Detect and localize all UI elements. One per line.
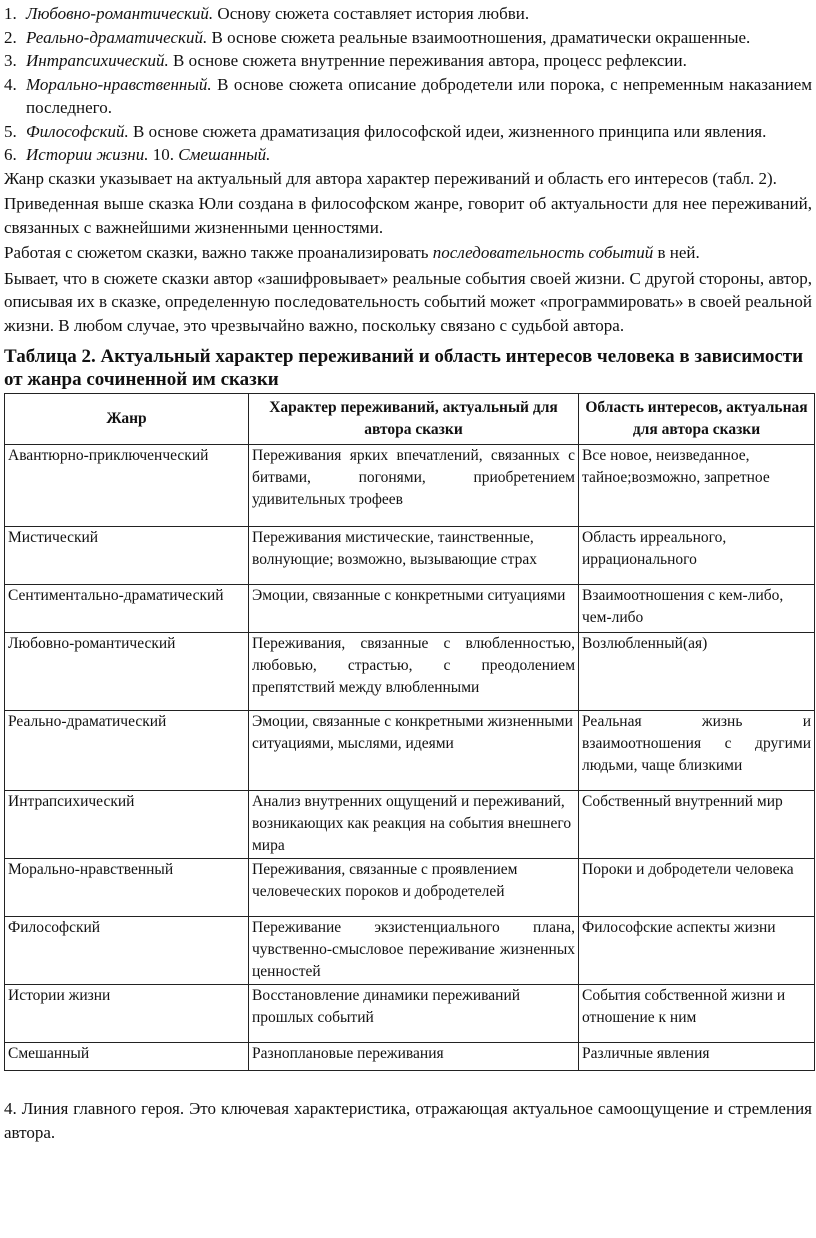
table-cell: Философский [5, 917, 249, 985]
table-cell: Эмоции, связанные с конкретными ситуациями [249, 585, 579, 633]
table-cell: Мистический [5, 527, 249, 585]
paragraph: Бывает, что в сюжете сказки автор «зашифровывает» реальные события своей жизни. С другой стороны, автор, описывая их в сказке, определенную последовательность событий может «программировать» в своей реальной жизни. В любом случае, это чрезвычайно важно, поскольку связано с судьбой автора. [4, 268, 812, 335]
list-number: 5. [4, 121, 17, 141]
table-cell: Эмоции, связанные с конкретными жизненными ситуациями, мыслями, идеями [249, 711, 579, 791]
list-number: 3. [4, 51, 17, 70]
paragraph [4, 241, 812, 265]
table-cell: Переживания мистические, таинственные, волнующие; возможно, вызывающие страх [249, 527, 579, 585]
list-number: 1. [4, 4, 17, 23]
table-cell: Философские аспекты жизни [579, 917, 815, 985]
genre-name: Любовно-романтический. [26, 4, 214, 23]
table-cell: Все новое, неизведанное, тайное;возможно, запретное [579, 445, 815, 527]
table-cell: Любовно-романтический [5, 633, 249, 711]
column-header: Область интересов, актуальная для автора сказки [579, 394, 815, 445]
list-item [4, 49, 812, 73]
table-cell: Истории жизни [5, 985, 249, 1043]
list-item [4, 26, 812, 50]
table-cell: Смешанный [5, 1043, 249, 1071]
genre-description: В основе сюжета описание добродетели или порока, с непременным наказанием последнего. [26, 74, 812, 117]
list-number: 6. [4, 145, 17, 164]
list-item [4, 73, 812, 120]
table-cell: Интрапсихический [5, 791, 249, 859]
footer-paragraph: 4. Линия главного героя. Это ключевая характеристика, отражающая актуальное самоощущение и стремления автора. [4, 1099, 812, 1142]
list-number: 4. [4, 74, 17, 94]
paragraph: Жанр сказки указывает на актуальный для автора характер переживаний и область его интересов (табл. 2). [4, 168, 777, 188]
table-cell: Авантюрно-приключенческий [5, 445, 249, 527]
table-cell: Возлюбленный(ая) [579, 633, 815, 711]
table-cell: Морально-нравственный [5, 859, 249, 917]
genre-list [4, 2, 812, 167]
list-item [4, 2, 812, 26]
genre-description: В основе сюжета реальные взаимоотношения, драматически окрашенные. [207, 27, 751, 47]
table-cell: Взаимоотношения с кем-либо, чем-либо [579, 585, 815, 633]
list-item [4, 120, 812, 144]
genre-name: Интрапсихический. [26, 51, 169, 70]
table-cell: Область ирреального, иррационального [579, 527, 815, 585]
genre-name: Философский. [26, 121, 129, 141]
list-item [4, 143, 812, 167]
emphasis-text: последовательность событий [432, 243, 654, 262]
table-cell: Переживания ярких впечатлений, связанных с битвами, погонями, приобретением удивительных трофеев [249, 445, 579, 527]
table-cell: Различные явления [579, 1043, 815, 1071]
column-header: Жанр [5, 394, 249, 445]
table-title: Таблица 2. Актуальный характер переживаний и область интересов человека в зависимости от жанра сочиненной им сказки [4, 346, 804, 390]
genre-name: Реально-драматический. [26, 27, 208, 47]
table-cell: Переживания, связанные с влюбленностью, любовью, страстью, с преодолением препятствий между влюбленными [249, 633, 579, 711]
table-row [5, 445, 815, 527]
genre-description: 10. [148, 145, 179, 164]
table-cell: Анализ внутренних ощущений и переживаний, возникающих как реакция на события внешнего мира [249, 791, 579, 859]
genre-description: Основу сюжета составляет история любви. [213, 4, 530, 23]
table-row [5, 859, 815, 917]
column-header: Характер переживаний, актуальный для автора сказки [249, 394, 579, 445]
table-row [5, 985, 815, 1043]
genre-table [4, 393, 815, 1071]
genre-name: Истории жизни. [26, 145, 149, 164]
table-row [5, 791, 815, 859]
genre-name: Смешанный. [178, 145, 271, 164]
genre-description: В основе сюжета внутренние переживания автора, процесс рефлексии. [168, 51, 687, 70]
table-row [5, 633, 815, 711]
genre-name: Морально-нравственный. [26, 74, 212, 94]
table-cell: Собственный внутренний мир [579, 791, 815, 859]
table-row [5, 917, 815, 985]
table-cell: Восстановление динамики переживаний прошлых событий [249, 985, 579, 1043]
table-header-row [5, 394, 815, 445]
paragraph-text: в ней. [653, 243, 700, 262]
table-row [5, 1043, 815, 1071]
table-cell: Реальная жизнь и взаимоотношения с другими людьми, чаще близкими [579, 711, 815, 791]
table-cell: Пороки и добродетели человека [579, 859, 815, 917]
table-cell: Реально-драматический [5, 711, 249, 791]
table-row [5, 711, 815, 791]
table-cell: Переживание экзистенциального плана, чувственно-смысловое переживание жизненных ценностей [249, 917, 579, 985]
paragraph-text: Работая с сюжетом сказки, важно также проанализировать [4, 243, 433, 262]
table-row [5, 527, 815, 585]
table-cell: Разноплановые переживания [249, 1043, 579, 1071]
table-cell: Сентиментально-драматический [5, 585, 249, 633]
genre-description: В основе сюжета драматизация философской идеи, жизненного принципа или явления. [128, 121, 767, 141]
paragraph: Приведенная выше сказка Юли создана в философском жанре, говорит об актуальности для нее переживаний, связанных с важнейшими жизненными ценностями. [4, 194, 812, 237]
table-cell: События собственной жизни и отношение к ним [579, 985, 815, 1043]
table-cell: Переживания, связанные с проявлением человеческих пороков и добродетелей [249, 859, 579, 917]
list-number: 2. [4, 27, 17, 47]
table-row [5, 585, 815, 633]
